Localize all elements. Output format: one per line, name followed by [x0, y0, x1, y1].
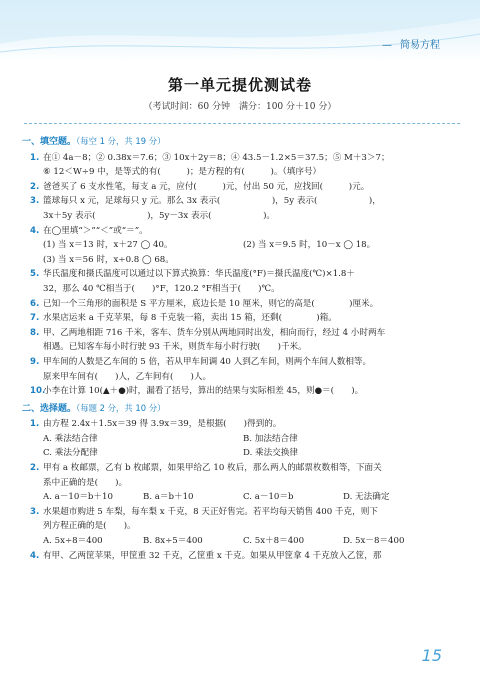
question-text: 原来甲车间有( )人，乙车间有( )人。 — [43, 371, 212, 382]
question-choice-2 — [30, 461, 448, 490]
question-text: 系中正确的是( )。 — [43, 477, 128, 488]
question-text: 水果店运来 a 千克苹果，每 8 千克装一箱，卖出 15 箱，还剩( )箱。 — [43, 313, 337, 324]
option-d: D. 无法确定 — [343, 492, 390, 503]
option-d: D. 5x－8＝400 — [343, 536, 405, 547]
question-number: 1. — [30, 152, 40, 163]
question-choice-1 — [30, 417, 448, 432]
question-fill-3 — [30, 194, 448, 223]
question-fill-1 — [30, 151, 448, 180]
question-number: 1. — [30, 419, 40, 430]
question-text: 有甲、乙两筐苹果，甲筐重 32 千克，乙筐重 x 千克。如果从甲筐拿 4 千克放入乙筐，那 — [43, 550, 382, 561]
question-number: 2. — [30, 181, 40, 192]
section-fill-in — [22, 134, 448, 150]
question-text: 在① 4a－8；② 0.38x＝7.6；③ 10x＋2y＝8；④ 43.5－1.2×5＝37.5；⑤ M＋3＞7； — [43, 152, 390, 163]
question-fill-4 — [30, 224, 448, 239]
question-number: 6. — [30, 298, 40, 309]
option-c: C. 乘法分配律 — [43, 448, 98, 459]
option-a: A. a－10＝b＋10 — [43, 492, 113, 503]
question-number: 3. — [30, 196, 40, 207]
question-text: 爸爸买了 6 支水性笔，每支 a 元，应付( )元，付出 50 元，应找回( )元。 — [43, 181, 370, 192]
question-number: 9. — [30, 356, 40, 367]
option-b: B. 加法结合律 — [243, 433, 298, 444]
question-fill-9 — [30, 355, 448, 384]
question-text: 甲有 a 枚邮票，乙有 b 枚邮票，如果甲给乙 10 枚后，那么两人的邮票枚数相等，下面关 — [43, 463, 382, 474]
question-text: 由方程 2.4x＋1.5x＝39 得 3.9x＝39，是根据( )得到的。 — [43, 419, 282, 430]
question-text: 篮球每只 x 元，足球每只 y 元。那么 3x 表示( )，5y 表示( )， — [43, 196, 381, 207]
question-fill-2 — [30, 180, 448, 195]
section-note: （每题 2 分，共 10 分） — [76, 402, 166, 413]
option-d: D. 乘法交换律 — [243, 448, 299, 459]
option-a: A. 乘法结合律 — [43, 433, 98, 444]
question-text: 3x＋5y 表示( )，5y－3x 表示( )。 — [43, 210, 276, 221]
question-text: 在◯里填“＞”“＜”或“＝”。 — [43, 225, 148, 236]
sub-question-1: (1) 当 x＝13 时，x＋27 ◯ 40。 — [43, 240, 173, 251]
answer-options — [30, 490, 448, 505]
question-fill-5 — [30, 267, 448, 296]
question-fill-8 — [30, 326, 448, 355]
section-title: 二、选择题。 — [22, 403, 77, 414]
answer-options — [30, 534, 448, 549]
chapter-title: 简易方程 — [400, 40, 440, 51]
page-title: 第一单元提优测试卷 — [167, 76, 312, 94]
question-choice-3 — [30, 505, 448, 534]
divider — [24, 123, 460, 124]
question-text: 已知一个三角形的面积是 S 平方厘米，底边长是 10 厘米，则它的高是( )厘米。 — [43, 298, 379, 309]
section-title: 一、填空题。 — [22, 137, 77, 147]
option-c: C. a－10＝b — [243, 492, 294, 503]
question-text: 华氏温度和摄氏温度可以通过以下算式换算：华氏温度(°F)＝摄氏温度(℃)×1.8＋ — [43, 269, 355, 280]
option-b: B. a＝b＋10 — [143, 492, 194, 503]
question-text: 水果超市购进 5 车梨，每车梨 x 千克，8 天正好售完。若平均每天销售 400 千克，则下 — [43, 506, 378, 517]
question-choice-4 — [30, 549, 448, 564]
question-text: 相遇。已知客车每小时行驶 93 千米，则货车每小时行驶( )千米。 — [43, 342, 307, 353]
question-number: 2. — [30, 463, 40, 474]
question-number: 5. — [30, 269, 40, 280]
question-text: 小李在计算 10(▲＋●)时，漏看了括号，算出的结果与实际相差 45，则●＝( )。 — [43, 386, 364, 397]
page-number: 15 — [421, 646, 442, 665]
section-choice — [22, 401, 448, 417]
question-number: 7. — [30, 313, 40, 324]
question-fill-7 — [30, 311, 448, 326]
question-text: 甲车间的人数是乙车间的 5 倍，若从甲车间调 40 人到乙车间，则两个车间人数相等。 — [43, 356, 372, 367]
chapter-label — [382, 36, 440, 51]
sub-question-3: (3) 当 x＝56 时，x÷0.8 ◯ 68。 — [43, 254, 174, 265]
section-note: （每空 1 分，共 19 分） — [76, 136, 166, 146]
question-number: 3. — [30, 506, 40, 517]
sub-question-2: (2) 当 x＝9.5 时，10－x ◯ 18。 — [243, 240, 376, 251]
option-b: B. 8x÷5＝400 — [143, 536, 203, 547]
answer-options — [30, 432, 448, 461]
exam-info: （考试时间：60 分钟 满分：100 分＋10 分） — [143, 102, 337, 112]
question-number: 4. — [30, 550, 40, 561]
question-text: 列方程正确的是( )。 — [43, 521, 136, 532]
question-content — [22, 132, 448, 563]
question-text: 32，那么 40 ℃相当于( )°F，120.2 °F相当于( )℃。 — [43, 283, 280, 294]
question-fill-6 — [30, 297, 448, 312]
question-number: 8. — [30, 327, 40, 338]
question-number: 4. — [30, 225, 40, 236]
question-number: 10. — [30, 386, 46, 397]
question-fill-10 — [30, 384, 448, 399]
option-a: A. 5x÷8＝400 — [43, 536, 103, 547]
header-wave-decoration — [0, 0, 480, 62]
question-text: ⑥ 12＜W÷9 中，是等式的有( )；是方程的有( )。（填序号） — [43, 167, 322, 178]
chapter-dash: — — [382, 40, 392, 51]
question-text: 甲、乙两地相距 716 千米，客车、货车分别从两地同时出发，相向而行，经过 4 小时两车 — [43, 327, 386, 338]
option-c: C. 5x＋8＝400 — [243, 536, 305, 547]
sub-questions — [30, 238, 448, 267]
